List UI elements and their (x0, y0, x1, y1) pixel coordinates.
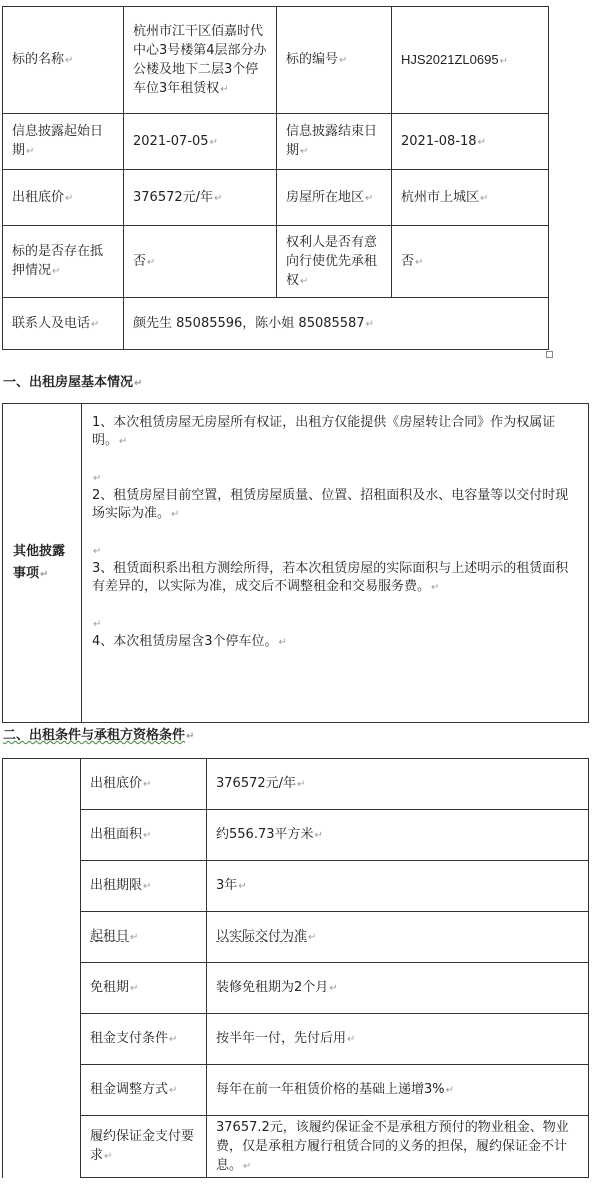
condition-label: 出租底价↵ (81, 759, 207, 810)
lease-conditions-side-cell (3, 759, 81, 1178)
condition-value: 装修免租期为2个月↵ (207, 963, 589, 1014)
base-rent-label: 出租底价↵ (3, 170, 124, 226)
condition-value: 按半年一付，先付后用↵ (207, 1014, 589, 1065)
section2-heading: 二、出租条件与承租方资格条件↵ (3, 728, 195, 743)
mortgage-label: 标的是否存在抵押情况↵ (3, 226, 124, 298)
priority-label: 权利人是否有意向行使优先承租权↵ (277, 226, 392, 298)
priority-value: 否↵ (392, 226, 549, 298)
condition-value: 每年在前一年租赁价格的基础上递增3%↵ (207, 1065, 589, 1116)
condition-value: 376572元/年↵ (207, 759, 589, 810)
subject-no-label: 标的编号↵ (277, 7, 392, 114)
subject-name-label: 标的名称↵ (3, 7, 124, 114)
table-resize-handle[interactable] (546, 351, 553, 358)
condition-label: 租金支付条件↵ (81, 1014, 207, 1065)
disclosure-end-label: 信息披露结束日期↵ (277, 114, 392, 170)
disclosure-item-2: 2、租赁房屋目前空置，租赁房屋质量、位置、招租面积及水、电容量等以交付时现场实际为准。↵ (92, 488, 569, 521)
other-disclosure-content: 1、本次租赁房屋无房屋所有权证，出租方仅能提供《房屋转让合同》作为权属证明。↵ $_↵$ 2、租赁房屋目前空置，租赁房屋质量、位置、招租面积及水、电容量等以交付时现场实际为准。↵ $_↵$ 3、租赁面积系出租方测绘所得，若本次租赁房屋的实际面积与上述明示的租赁面积有差异的，以实际为准，成交后不调整租金和交易服务费。↵ $_↵$ 4、本次租赁房屋含3个停车位。↵ (82, 404, 589, 723)
district-label: 房屋所在地区↵ (277, 170, 392, 226)
condition-value: 3年↵ (207, 861, 589, 912)
contact-value: 颜先生 85085596，陈小姐 85085587↵ (124, 298, 549, 350)
lease-conditions-table (2, 758, 589, 1178)
condition-label: 出租面积↵ (81, 810, 207, 861)
condition-value: 以实际交付为准↵ (207, 912, 589, 963)
disclosure-item-3: 3、租赁面积系出租方测绘所得，若本次租赁房屋的实际面积与上述明示的租赁面积有差异的，以实际为准，成交后不调整租金和交易服务费。↵ (92, 561, 569, 594)
subject-no-value: HJS2021ZL0695↵ (392, 7, 549, 114)
disclosure-item-1: 1、本次租赁房屋无房屋所有权证，出租方仅能提供《房屋转让合同》作为权属证明。↵ (92, 415, 556, 448)
condition-value: 约556.73平方米↵ (207, 810, 589, 861)
contact-label: 联系人及电话↵ (3, 298, 124, 350)
disclosure-start-value: 2021-07-05↵ (124, 114, 277, 170)
other-disclosure-label: 其他披露事项↵ (3, 404, 82, 723)
disclosure-end-value: 2021-08-18↵ (392, 114, 549, 170)
disclosure-start-label: 信息披露起始日期↵ (3, 114, 124, 170)
info-table (2, 6, 549, 350)
disclosure-item-4: 4、本次租赁房屋含3个停车位。↵ (92, 634, 287, 649)
condition-value: 37657.2元，该履约保证金不是承租方预付的物业租金、物业费，仅是承租方履行租赁合同的义务的担保，履约保证金不计息。↵ (207, 1116, 589, 1178)
condition-label: 免租期↵ (81, 963, 207, 1014)
section1-heading: 一、出租房屋基本情况↵ (3, 375, 143, 390)
district-value: 杭州市上城区↵ (392, 170, 549, 226)
condition-label: 起租日↵ (81, 912, 207, 963)
subject-name-value: 杭州市江干区佰嘉时代中心3号楼第4层部分办公楼及地下二层3个停车位3年租赁权↵ (124, 7, 277, 114)
condition-label: 租金调整方式↵ (81, 1065, 207, 1116)
condition-label: 出租期限↵ (81, 861, 207, 912)
other-disclosure-table (2, 403, 589, 723)
base-rent-value: 376572元/年↵ (124, 170, 277, 226)
condition-label: 履约保证金支付要求↵ (81, 1116, 207, 1178)
mortgage-value: 否↵ (124, 226, 277, 298)
